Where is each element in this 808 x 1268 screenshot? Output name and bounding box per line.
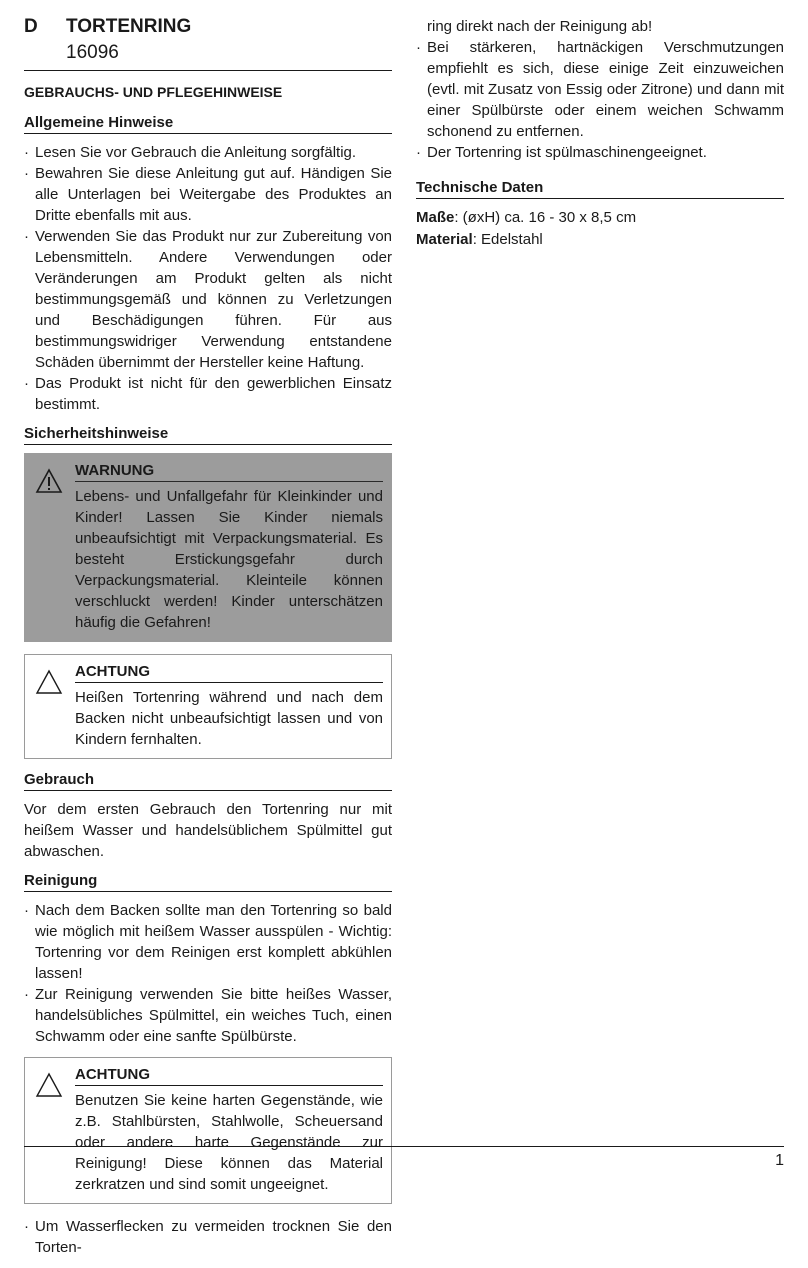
cleaning-caution-box (24, 1057, 392, 1204)
list-item: · Lesen Sie vor Gebrauch die Anleitung sorgfältig. (24, 142, 392, 163)
product-title: TORTENRING (66, 16, 192, 37)
cleaning-list-continued (24, 1216, 392, 1258)
cleaning-heading: Reinigung (24, 872, 392, 892)
warning-box (24, 453, 392, 642)
list-item: · Nach dem Backen sollte man den Tortenring so bald wie möglich mit heißem Wasser ausspülen - Wichtig: Tortenring vor dem Reinigen erst komplett abkühlen lassen! (24, 900, 392, 984)
usage-text: Vor dem ersten Gebrauch den Tortenring nur mit heißem Wasser und handelsüblichem Spülmittel gut abwaschen. (24, 801, 392, 860)
tech-size-row (416, 207, 784, 229)
caution-text: Heißen Tortenring während und nach dem Backen nicht unbeaufsichtigt lassen und von Kindern fernhalten. (75, 689, 383, 748)
list-item: · Das Produkt ist nicht für den gewerblichen Einsatz bestimmt. (24, 373, 392, 415)
list-item-continuation: ring direkt nach der Reinigung ab! (427, 18, 653, 35)
tech-material-row (416, 229, 784, 251)
right-column (416, 16, 784, 251)
tech-material-value: : Edelstahl (472, 231, 543, 248)
safety-heading: Sicherheitshinweise (24, 425, 392, 445)
caution-label: ACHTUNG (75, 663, 383, 683)
document-title: GEBRAUCHS- UND PFLEGEHINWEISE (24, 84, 283, 100)
warning-label: WARNUNG (75, 462, 383, 482)
footer-divider (24, 1146, 784, 1147)
left-column (24, 84, 392, 1268)
list-item: · Zur Reinigung verwenden Sie bitte heißes Wasser, handelsübliches Spülmittel, ein weiches Tuch, einen Schwamm oder eine sanfte Spülbürste. (24, 984, 392, 1047)
caution-box (24, 654, 392, 759)
list-item: · Bewahren Sie diese Anleitung gut auf. Händigen Sie alle Unterlagen bei Weitergabe des Produktes an Dritte ebenfalls mit aus. (24, 163, 392, 226)
caution-text: Benutzen Sie keine harten Gegenstände, wie z.B. Stahlbürsten, Stahlwolle, Scheuersand oder andere harte Gegenstände zur Reinigung! Diese können das Material zerkratzen und sind somit ungeeignet. (75, 1092, 383, 1193)
list-item: · Der Tortenring ist spülmaschinengeeignet. (416, 142, 784, 163)
caution-label: ACHTUNG (75, 1066, 383, 1086)
warning-icon (35, 462, 75, 633)
caution-icon (35, 663, 75, 750)
list-item: · Um Wasserflecken zu vermeiden trocknen Sie den Torten- (24, 1216, 392, 1258)
tech-size-value: : (øxH) ca. 16 - 30 x 8,5 cm (454, 209, 637, 226)
general-list (24, 142, 392, 415)
caution-icon (35, 1066, 75, 1195)
warning-text: Lebens- und Unfallgefahr für Kleinkinder und Kinder! Lassen Sie Kinder niemals unbeaufsichtigt mit Verpackungsmaterial. Es besteht Erstickungsgefahr durch Verpackungsmaterial. Kleinteile können verschluckt werden! Kinder unterschätzen häufig die Gefahren! (75, 488, 383, 631)
page-number: 1 (775, 1152, 784, 1169)
header-divider (24, 70, 392, 71)
article-number: 16096 (66, 42, 119, 63)
usage-heading: Gebrauch (24, 771, 392, 791)
tech-material-label: Material (416, 231, 473, 248)
tech-size-label: Maße (416, 209, 455, 226)
tech-heading: Technische Daten (416, 179, 784, 199)
language-code: D (24, 16, 38, 37)
cleaning-list-right (416, 16, 784, 163)
list-item: · Verwenden Sie das Produkt nur zur Zubereitung von Lebensmitteln. Andere Verwendungen oder Veränderungen am Produkt gelten als nicht bestimmungsgemäß und können zu Verletzungen und Beschädigungen führen. Für aus bestimmungswidriger Verwendung entstandene Schäden übernimmt der Hersteller keine Haftung. (24, 226, 392, 373)
list-item: · Bei stärkeren, hartnäckigen Verschmutzungen empfiehlt es sich, diese einige Zeit einzuweichen (evtl. mit Zusatz von Essig oder Zitrone) und dann mit einer Spülbürste oder einem weichen Schwamm schonend zu entfernen. (416, 37, 784, 142)
general-heading: Allgemeine Hinweise (24, 114, 392, 134)
cleaning-list (24, 900, 392, 1047)
